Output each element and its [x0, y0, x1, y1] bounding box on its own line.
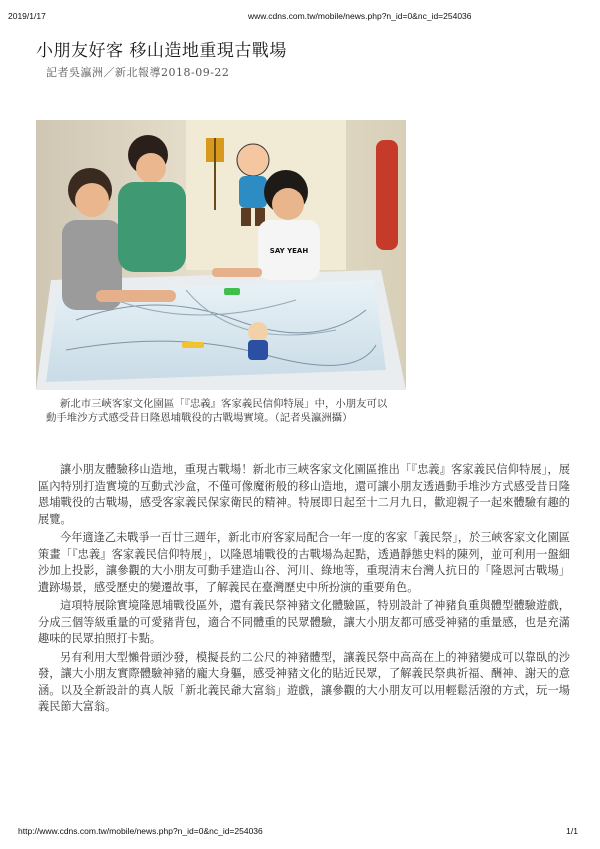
print-date: 2019/1/17 [8, 11, 46, 21]
photo-illustration [36, 120, 406, 390]
article-byline: 記者吳瀛洲／新北報導2018-09-22 [46, 66, 230, 79]
article-body [38, 462, 570, 718]
print-url: www.cdns.com.tw/mobile/news.php?n_id=0&nc_id=254036 [248, 11, 472, 21]
article-photo [36, 120, 406, 390]
page-number: 1/1 [566, 826, 578, 836]
photo-caption [46, 397, 394, 425]
print-footer [18, 826, 578, 838]
article-paragraph-3: 這項特展除實境隆恩埔戰役區外，還有義民祭神豬文化體驗區，特別設計了神豬負重與體型體驗遊戲，分成三個等級重量的可愛豬背包，適合不同體重的民眾體驗，讓大小朋友都可感受神豬的重量感，也是充滿趣味的民眾拍照打卡點。 [38, 599, 570, 645]
article-paragraph-2: 今年適逢乙未戰爭一百廿三週年，新北市府客家局配合一年一度的客家「義民祭」，於三峽客家文化園區策畫「『忠義』客家義民信仰特展」，以隆恩埔戰役的古戰場為起點，透過靜態史料的陳列，並可利用一盤細沙加上投影，讓參觀的大小朋友可動手建造山谷、河川、綠地等，重現清末台灣人抗日的「隆恩河古戰場」遺跡場景，感受歷史的變遷故事，了解義民在臺灣歷史中所扮演的重要角色。 [38, 531, 570, 594]
print-header [8, 11, 590, 25]
article-paragraph-4: 另有利用大型懶骨頭沙發，模擬長約二公尺的神豬體型，讓義民祭中高高在上的神豬變成可以靠臥的沙發，讓大小朋友實際體驗神豬的龐大身軀，感受神豬文化的貼近民眾，了解義民祭典祈福、酬神、謝天的意涵。以及全新設計的真人版「新北義民爺大富翁」遊戲，讓參觀的大小朋友可以用輕鬆活潑的方式，玩一場義民節大富翁。 [38, 650, 570, 713]
caption-text: 新北市三峽客家文化園區「『忠義』客家義民信仰特展」中，小朋友可以動手堆沙方式感受昔日隆恩埔戰役的古戰場實境。（記者吳瀛洲攝） [46, 398, 388, 424]
shirt-text: SAY YEAH [269, 247, 309, 255]
article-paragraph-1: 讓小朋友體驗移山造地，重現古戰場！新北市三峽客家文化園區推出「『忠義』客家義民信仰特展」，展區內特別打造實境的互動式沙盒，不僅可像魔術般的移山造地，還可讓小朋友透過動手堆沙方式感受昔日隆恩埔戰役的古戰場，感受客家義民保家衛民的精神。特展即日起至十二月九日，歡迎親子一起來體驗有趣的展覽。 [38, 463, 570, 526]
article-title: 小朋友好客 移山造地重現古戰場 [36, 41, 287, 61]
footer-url: http://www.cdns.com.tw/mobile/news.php?n_id=0&nc_id=254036 [18, 826, 263, 836]
